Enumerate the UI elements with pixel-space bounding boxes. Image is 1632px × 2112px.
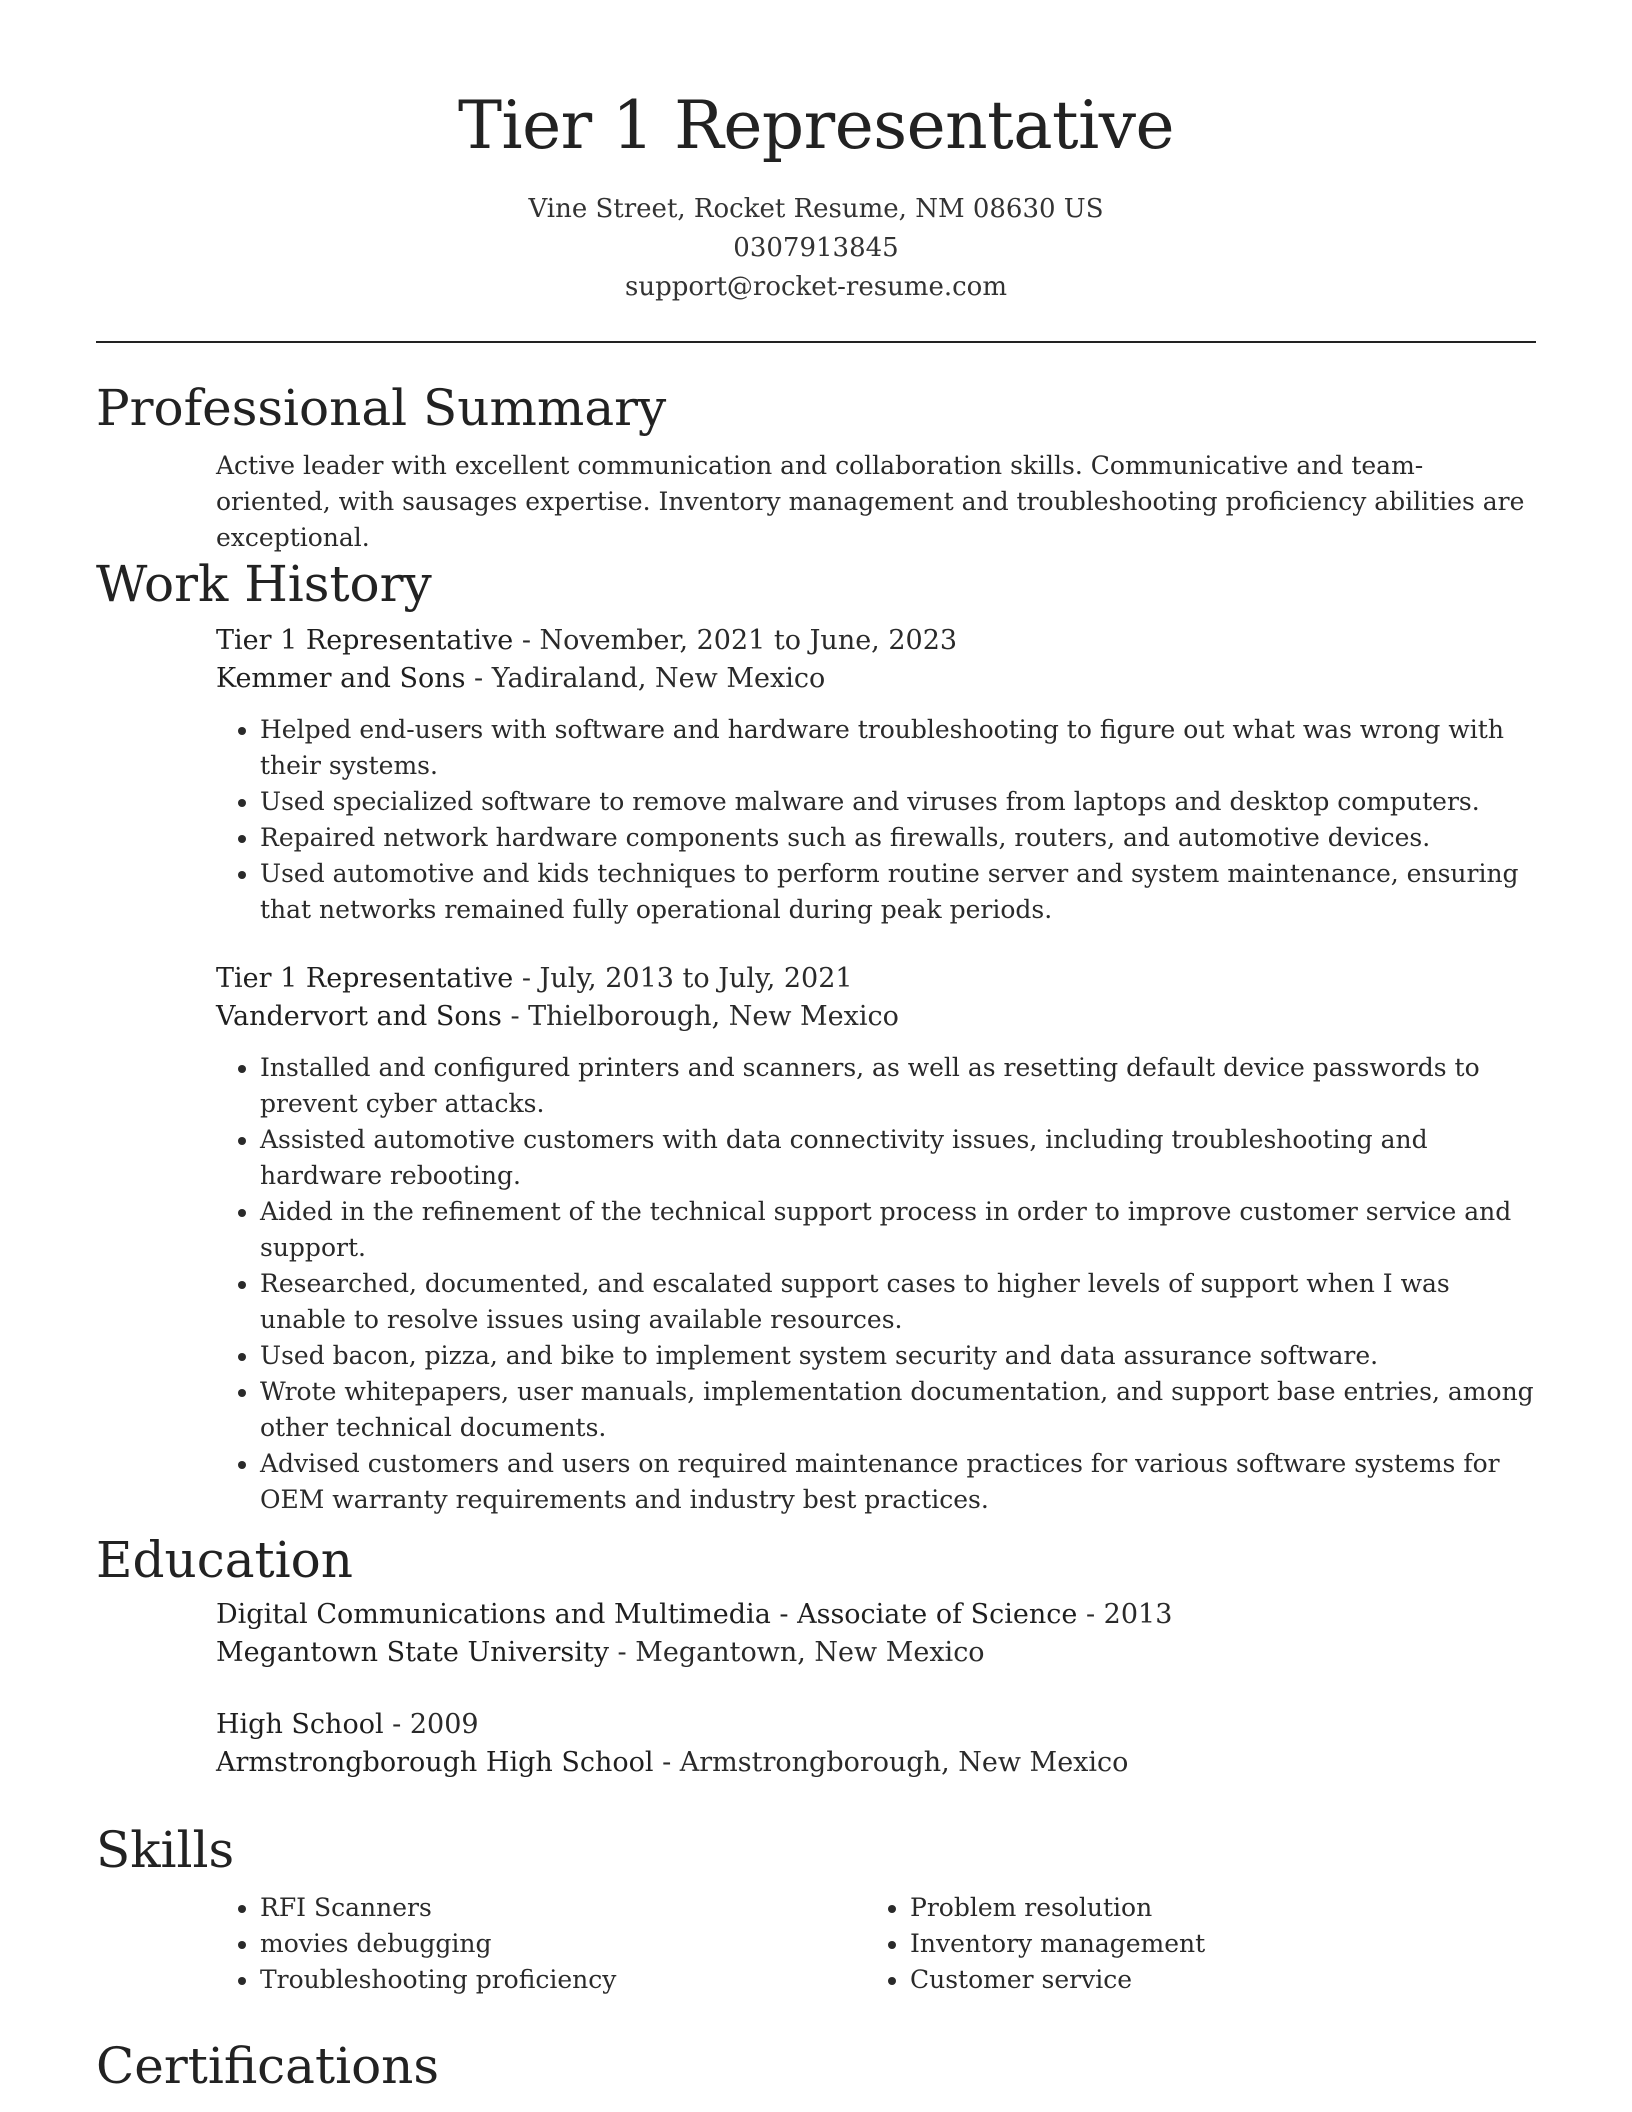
resume-header [0,0,1632,307]
skill-item: • Troubleshooting proficiency [260,1962,866,1998]
job-duty: • Helped end-users with software and hardware troubleshooting to figure out what was wrong with their systems. [260,712,1536,784]
summary-section [96,376,1536,556]
job-title: Tier 1 Representative [216,963,514,994]
skills-column-left [216,1882,866,1998]
education-year: - 2009 [383,1709,479,1740]
job-title-line [216,622,1536,660]
job-duty: • Installed and configured printers and scanners, as well as resetting default device passwords to prevent cyber attacks. [260,1050,1536,1122]
education-location: - Armstrongborough, New Mexico [653,1747,1129,1778]
contact-block [0,190,1632,307]
job-duty: • Aided in the refinement of the technical support process in order to improve customer service and support. [260,1194,1536,1266]
work-history-heading: Work History [96,555,432,613]
education-program-line [216,1706,1536,1744]
job-company: Vandervort and Sons [216,1001,502,1032]
job-duties-list [216,1050,1536,1518]
job-duty: • Repaired network hardware components such as firewalls, routers, and automotive devices. [260,820,1536,856]
education-heading: Education [96,1531,353,1589]
job-company-line [216,660,1536,698]
job-duty: • Used specialized software to remove malware and viruses from laptops and desktop computers. [260,784,1536,820]
address: Vine Street, Rocket Resume, NM 08630 US [528,194,1104,224]
skills-heading: Skills [96,1821,235,1879]
job-location: - Thielborough, New Mexico [501,1001,899,1032]
job-location: - Yadiraland, New Mexico [465,663,826,694]
education-entry [216,1596,1536,1672]
job-dates: - July, 2013 to July, 2021 [513,963,853,994]
education-program-line [216,1596,1536,1634]
job-duties-list [216,712,1536,928]
education-school-line [216,1634,1536,1672]
skill-item: • RFI Scanners [260,1890,866,1926]
email-address: support@rocket-resume.com [624,272,1007,302]
phone-number: 0307913845 [733,233,899,263]
job-duty: • Researched, documented, and escalated support cases to higher levels of support when I was unable to resolve issues using available resources. [260,1266,1536,1338]
education-school: Armstrongborough High School [216,1747,654,1778]
skill-item: • Inventory management [910,1926,1516,1962]
education-entry [216,1706,1536,1782]
skills-list [216,1890,866,1998]
certifications-section [96,2034,1536,2098]
education-program: Digital Communications and Multimedia [216,1599,771,1630]
job-entry [216,960,1536,1518]
education-school-line [216,1744,1536,1782]
job-company-line [216,998,1536,1036]
job-duty: • Used bacon, pizza, and bike to implement system security and data assurance software. [260,1338,1536,1374]
skill-item: • Problem resolution [910,1890,1516,1926]
education-school: Megantown State University [216,1637,609,1668]
job-duty: • Assisted automotive customers with data connectivity issues, including troubleshooting and hardware rebooting. [260,1122,1536,1194]
summary-heading: Professional Summary [96,379,667,437]
skills-column-right [866,1882,1516,1998]
skills-section [96,1818,1536,1998]
job-company: Kemmer and Sons [216,663,466,694]
education-year: - 2013 [1077,1599,1173,1630]
job-duty: • Wrote whitepapers, user manuals, implementation documentation, and support base entries, among other technical documents. [260,1374,1536,1446]
job-duty: • Advised customers and users on required maintenance practices for various software systems for OEM warranty requirements and industry best practices. [260,1446,1536,1518]
education-program: High School [216,1709,384,1740]
work-history-section [96,552,1536,1518]
certifications-heading: Certifications [96,2037,440,2095]
education-degree: - Associate of Science [770,1599,1078,1630]
skills-grid [216,1882,1536,1998]
education-location: - Megantown, New Mexico [608,1637,985,1668]
job-entry [216,622,1536,928]
job-duty: • Used automotive and kids techniques to perform routine server and system maintenance, ensuring that networks remained fully operational during peak periods. [260,856,1536,928]
job-title: Tier 1 Representative [216,625,514,656]
summary-text: Active leader with excellent communication and collaboration skills. Communicative and team-oriented, with sausages expertise. Inventory management and troubleshooting proficiency abilities are exceptional. [216,451,1525,552]
job-title-line [216,960,1536,998]
candidate-name: Tier 1 Representative [457,87,1175,164]
skill-item: • Customer service [910,1962,1516,1998]
skill-item: • movies debugging [260,1926,866,1962]
education-section [96,1528,1536,1782]
header-divider [96,341,1536,343]
job-dates: - November, 2021 to June, 2023 [513,625,958,656]
skills-list [866,1890,1516,1998]
